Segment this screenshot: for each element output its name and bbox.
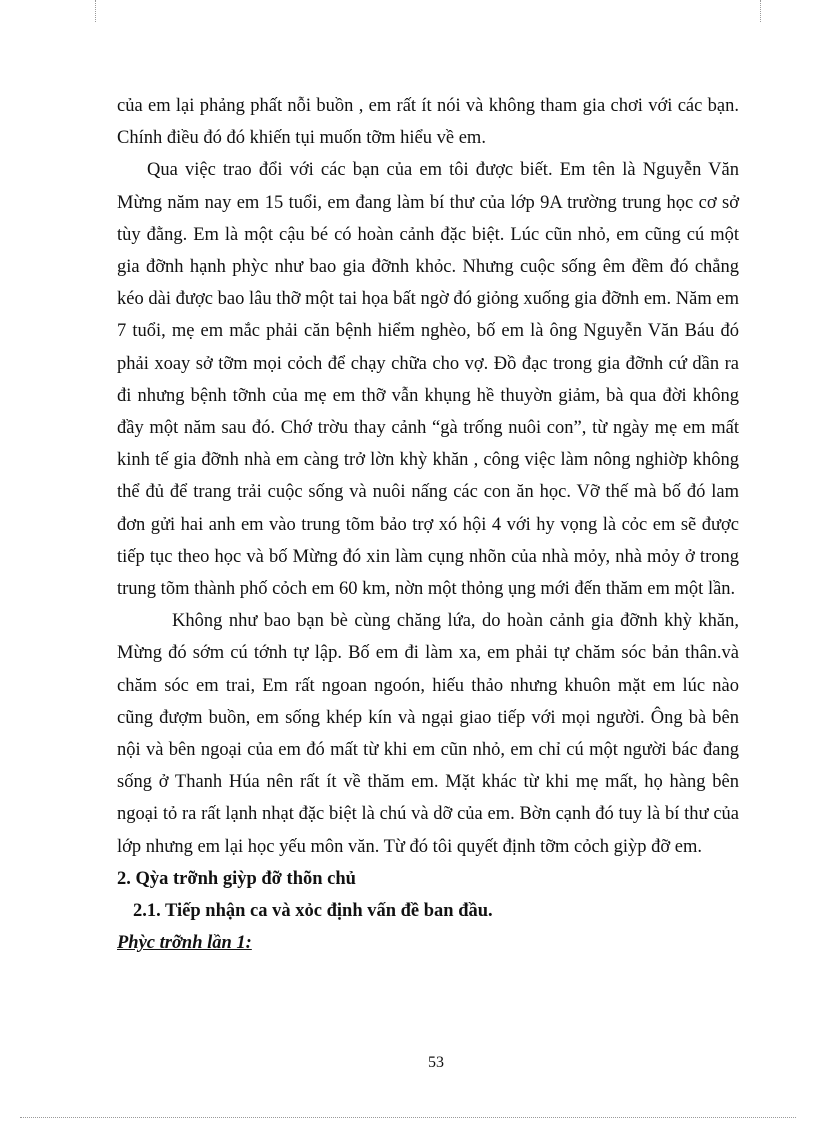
session-heading: Phỳc trỡnh lần 1:	[117, 933, 252, 954]
page-number: 53	[428, 1054, 444, 1071]
page-frame-bottom-line	[20, 1117, 796, 1118]
page-frame-left-line	[95, 0, 96, 22]
subsection-heading: 2.1. Tiếp nhận ca và xỏc định vấn đề ban đầu.	[133, 901, 493, 922]
paragraph-continuation: của em lại phảng phất nỗi buồn , em rất ít nói và không tham gia chơi với các bạn. Chính điều đó đó khiến tụi muốn tỡm hiểu về em.	[117, 96, 739, 149]
section-heading: 2. Qỳa trỡnh giỳp đỡ thõn chủ	[117, 868, 356, 889]
paragraph-circumstances: Không như bao bạn bè cùng chăng lứa, do hoàn cảnh gia đỡnh khỳ khăn, Mừng đó sớm cú tớnh tự lập. Bố em đi làm xa, em phải tự chăm sóc bản thân.và chăm sóc em trai, Em rất ngoan ngoón, hiếu thảo nhưng khuôn mặt em lúc nào cũng đượm buồn, em sống khép kín và ngại giao tiếp với mọi người. Ông bà bên nội và bên ngoại của em đó mất từ khi em cũn nhỏ, em chỉ cú một người bác đang sống ở Thanh Húa nên rất ít về thăm em. Mặt khác từ khi mẹ mất, họ hàng bên ngoại tỏ ra rất lạnh nhạt đặc biệt là chú và dỡ của em. Bờn cạnh đó tuy là bí thư của lớp nhưng em lại học yếu môn văn. Từ đó tôi quyết định tỡm cỏch giỳp đỡ em.	[117, 611, 739, 857]
paragraph-background: Qua việc trao đổi với các bạn của em tôi được biết. Em tên là Nguyễn Văn Mừng năm nay em 15 tuổi, em đang làm bí thư của lớp 9A trường trung học cơ sở tùy đằng. Em là một cậu bé có hoàn cảnh đặc biệt. Lúc cũn nhỏ, em cũng cú một gia đỡnh hạnh phỳc như bao gia đỡnh khỏc. Nhưng cuộc sống êm đềm đó chẳng kéo dài được bao lâu thỡ một tai họa bất ngờ đó giỏng xuống gia đỡnh em. Năm em 7 tuổi, mẹ em mắc phải căn bệnh hiểm nghèo, bố em là ông Nguyễn Văn Báu đó phải xoay sở tỡm mọi cỏch để chạy chữa cho vợ. Đồ đạc trong gia đỡnh cứ dần ra đi nhưng bệnh tỡnh của mẹ em thỡ vẫn khụng hề thuyờn giảm, bà qua đời không đầy một năm sau đó. Chớ trờu thay cảnh “gà trống nuôi con”, từ ngày mẹ em mất kinh tế gia đỡnh nhà em càng trở lờn khỳ khăn , công việc làm nông nghiờp không thể đủ để trang trải cuộc sống và nuôi nấng các con ăn học. Vỡ thế mà bố đó lam đơn gửi hai anh em vào trung tõm bảo trợ xó hội 4 với hy vọng là cỏc em sẽ được tiếp tục theo học và bố Mừng đó xin làm cụng nhõn của nhà mỏy, nhà mỏy ở trong trung tõm thành phố cỏch em 60 km, nờn một thỏng ụng mới đến thăm em một lần.	[117, 160, 739, 600]
page-frame-right-line	[760, 0, 761, 22]
document-body	[117, 90, 739, 959]
